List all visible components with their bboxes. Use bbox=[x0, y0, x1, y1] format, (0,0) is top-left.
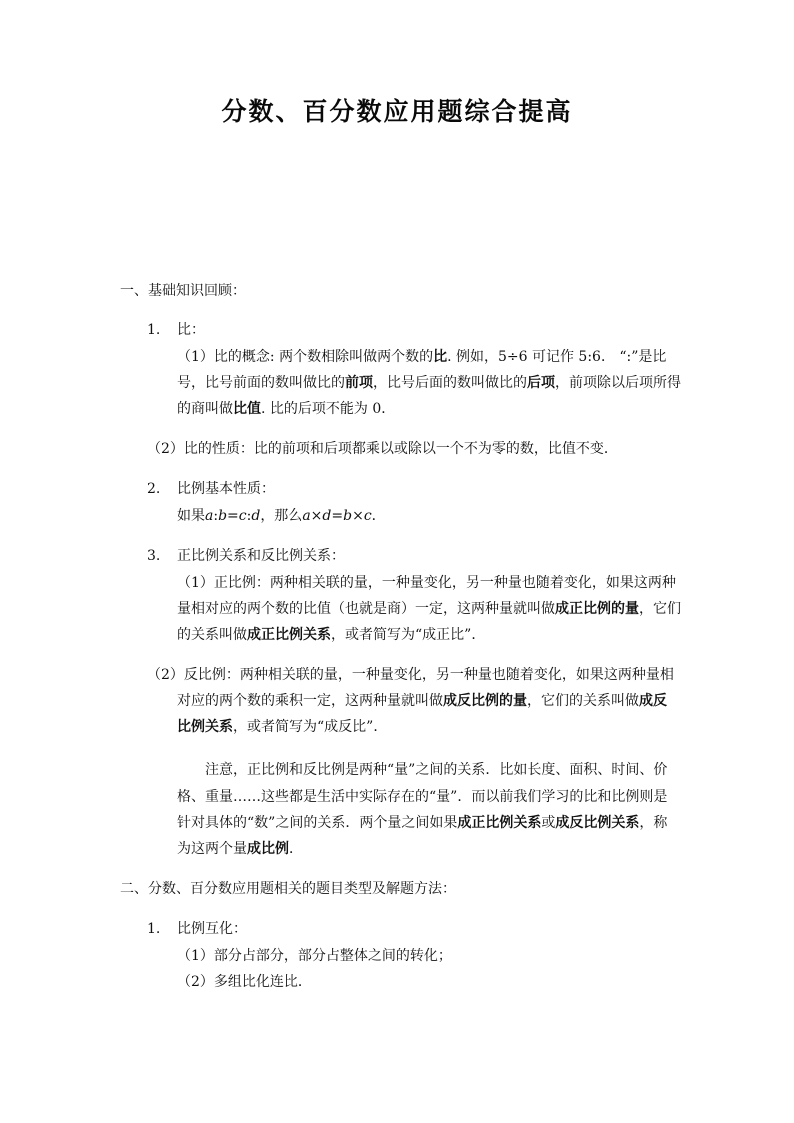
paragraph-line bbox=[177, 718, 387, 736]
section-heading-2: 二、分数、百分数应用题相关的题目类型及解题方法： bbox=[120, 881, 456, 897]
item-label-ratio: 比： bbox=[177, 322, 205, 338]
bold-term: 比值 bbox=[233, 401, 261, 417]
note-line bbox=[177, 840, 303, 858]
math-op: : bbox=[246, 508, 252, 524]
note-line: 注意，正比例和反比例是两种“量”之间的关系．比如长度、面积、时间、价 bbox=[205, 762, 668, 778]
paragraph-line: （1）正比例：两种相关联的量，一种量变化，另一种量也随着变化，如果这两种 bbox=[177, 575, 676, 591]
math-op: = bbox=[331, 508, 344, 524]
section-heading-1: 一、基础知识回顾： bbox=[120, 283, 246, 299]
text-run: ． bbox=[371, 508, 386, 524]
text-run: ，或者简写为“成反比”． bbox=[233, 719, 388, 735]
paragraph-line bbox=[177, 626, 485, 644]
math-op: × bbox=[352, 508, 364, 524]
math-var: d bbox=[251, 508, 261, 524]
text-run: ，称 bbox=[639, 815, 668, 831]
math-op: : bbox=[213, 508, 219, 524]
bold-term: 成正比例关系 bbox=[457, 815, 542, 831]
bold-term: 成反比例关系 bbox=[555, 815, 640, 831]
text-run: . 比的后项不能为 0． bbox=[261, 401, 396, 417]
item-number: 2. bbox=[147, 481, 161, 497]
item-number: 1. bbox=[147, 921, 161, 937]
paragraph-line bbox=[177, 692, 667, 710]
math-var: a bbox=[302, 508, 311, 524]
paragraph-line bbox=[177, 400, 395, 418]
note-line bbox=[177, 814, 667, 832]
math-var: d bbox=[322, 508, 332, 524]
text-run: . 例如，5÷6 可记作 5:6． “:”是比 bbox=[447, 349, 667, 365]
item-number: 3. bbox=[147, 548, 161, 564]
bold-term: 成比例 bbox=[247, 841, 289, 857]
math-var: b bbox=[218, 508, 228, 524]
bold-term: 成正比例的量 bbox=[555, 601, 639, 617]
text-run: ，它们的关系叫做 bbox=[527, 693, 639, 709]
text-run: （1）比的概念: 两个数相除叫做两个数的 bbox=[177, 349, 434, 365]
item-number: 1. bbox=[147, 322, 161, 338]
paragraph-line: （1）部分占部分，部分占整体之间的转化； bbox=[177, 948, 452, 964]
item-label-proportion: 比例基本性质： bbox=[177, 481, 275, 497]
page-title: 分数、百分数应用题综合提高 bbox=[221, 97, 573, 126]
text-run: 号，比号前面的数叫做比的 bbox=[177, 375, 345, 391]
text-run: ，那么 bbox=[260, 508, 303, 524]
text-run: 或 bbox=[541, 815, 556, 831]
bold-term: 比 bbox=[433, 349, 448, 365]
paragraph-line bbox=[177, 600, 681, 618]
paragraph-line: （2）反比例：两种相关联的量，一种量变化，另一种量也随着变化，如果这两种量相 bbox=[147, 667, 674, 683]
text-run: 的关系叫做 bbox=[177, 627, 247, 643]
bold-term: 后项 bbox=[527, 375, 555, 391]
text-run: 的商叫做 bbox=[177, 401, 233, 417]
paragraph-line bbox=[177, 374, 681, 392]
text-run: ． bbox=[289, 841, 303, 857]
item-label-direct-inverse: 正比例关系和反比例关系： bbox=[177, 548, 345, 564]
text-run: ，或者简写为“成正比”． bbox=[331, 627, 486, 643]
bold-term: 成正比例关系 bbox=[247, 627, 331, 643]
item-label-ratio-conversion: 比例互化： bbox=[177, 921, 247, 937]
text-run: 量相对应的两个数的比值（也就是商）一定，这两种量就叫做 bbox=[177, 601, 555, 617]
paragraph-line: （2）比的性质：比的前项和后项都乘以或除以一个不为零的数，比值不变． bbox=[147, 441, 618, 457]
note-line: 格、重量……这些都是生活中实际存在的“量”．而以前我们学习的比和比例则是 bbox=[177, 789, 668, 805]
text-run: 对应的两个数的乘积一定，这两种量就叫做 bbox=[177, 693, 443, 709]
bold-term: 成反 bbox=[639, 693, 667, 709]
text-run: ，它们 bbox=[639, 601, 681, 617]
text-run: ，前项除以后项所得 bbox=[555, 375, 681, 391]
bold-term: 成反比例的量 bbox=[443, 693, 527, 709]
bold-term: 前项 bbox=[345, 375, 373, 391]
paragraph-line bbox=[177, 348, 666, 366]
math-op: × bbox=[310, 508, 323, 524]
formula-line bbox=[177, 507, 386, 525]
math-var: b bbox=[343, 508, 353, 524]
math-var: c bbox=[238, 508, 247, 524]
text-run: 针对具体的“数”之间的关系．两个量之间如果 bbox=[177, 815, 458, 831]
text-run: ，比号后面的数叫做比的 bbox=[373, 375, 527, 391]
bold-term: 比例关系 bbox=[177, 719, 233, 735]
text-run: 如果 bbox=[177, 508, 205, 524]
math-var: a bbox=[205, 508, 214, 524]
math-var: c bbox=[363, 508, 372, 524]
paragraph-line: （2）多组比化连比． bbox=[177, 974, 312, 990]
math-op: = bbox=[227, 508, 239, 524]
text-run: 为这两个量 bbox=[177, 841, 247, 857]
